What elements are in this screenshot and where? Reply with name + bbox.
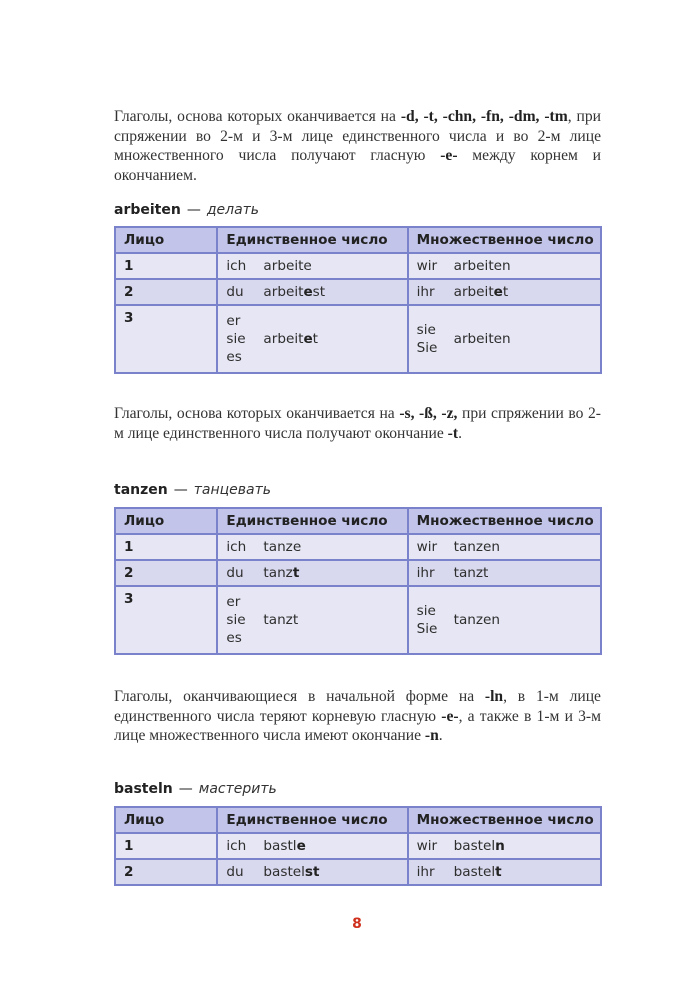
- singular-cell: [217, 833, 407, 859]
- text-run: t: [502, 284, 509, 300]
- pronoun: ich: [226, 539, 247, 555]
- text-run: Глаголы, основа которых оканчивается на: [114, 108, 401, 125]
- text-run: bastel: [453, 838, 496, 854]
- text-run: arbeit: [263, 331, 304, 347]
- verb-form: [454, 565, 489, 581]
- emphasis-text: -d, -t, -chn, -fn, -dm, -tm: [400, 108, 568, 125]
- plural-form-pair: [417, 863, 600, 881]
- table-row: [115, 833, 601, 859]
- text-run: tanzen: [453, 612, 501, 628]
- verb-form: [454, 331, 511, 347]
- emphasis-text: -t: [447, 424, 459, 442]
- plural-form-pair: [417, 283, 600, 301]
- dash: —: [173, 482, 188, 498]
- pronoun: wir: [416, 539, 438, 555]
- person-cell: 2: [115, 279, 217, 305]
- verb-form: [454, 864, 502, 880]
- singular-form-pair: [226, 257, 406, 275]
- verb-infinitive: tanzen: [114, 482, 168, 498]
- verb-form: [263, 612, 298, 628]
- pronoun: sie Sie: [416, 322, 438, 356]
- verb-translation: танцевать: [193, 482, 271, 498]
- plural-cell: [408, 279, 601, 305]
- text-run: tanz: [263, 565, 293, 581]
- pronoun: ihr: [416, 284, 435, 300]
- table-header: [115, 807, 601, 833]
- table-body: [115, 253, 601, 373]
- plural-cell: [408, 859, 601, 885]
- plural-cell: [408, 586, 601, 654]
- pronoun: er sie es: [226, 313, 246, 365]
- singular-cell: [217, 305, 407, 373]
- text-run: , в 1-м лице единственного числа теряют корневую гласную: [114, 688, 601, 725]
- rule-paragraph-2: [114, 404, 601, 443]
- pronoun: wir: [416, 258, 438, 274]
- text-run: tanzt: [263, 612, 299, 628]
- table-row: [115, 305, 601, 373]
- verb-form: [263, 838, 305, 854]
- pronoun: er sie es: [226, 594, 246, 646]
- text-run: arbeiten: [453, 331, 511, 347]
- verb-form: [454, 284, 509, 300]
- plural-cell: [408, 253, 601, 279]
- text-run: Глаголы, основа которых оканчивается на: [114, 405, 400, 422]
- plural-cell: [408, 534, 601, 560]
- emphasis-text: t: [292, 565, 300, 581]
- table-row: [115, 253, 601, 279]
- text-run: st: [312, 284, 326, 300]
- pronoun: ich: [226, 838, 247, 854]
- verb-heading-tanzen: [114, 482, 271, 498]
- conjugation-table-basteln: [114, 806, 602, 886]
- singular-form-pair: [226, 283, 406, 301]
- person-cell: 1: [115, 253, 217, 279]
- singular-cell: [217, 534, 407, 560]
- plural-form-pair: [417, 602, 600, 638]
- page-number: 8: [352, 916, 362, 932]
- header-singular: Единственное число: [217, 807, 407, 833]
- conjugation-table-arbeiten: [114, 226, 602, 374]
- singular-cell: [217, 253, 407, 279]
- header-singular: Единственное число: [217, 227, 407, 253]
- emphasis-text: n: [495, 838, 505, 854]
- text-run: arbeit: [453, 284, 494, 300]
- table-body: [115, 833, 601, 885]
- text-run: между корнем и окончанием.: [114, 147, 601, 184]
- text-run: t: [312, 331, 319, 347]
- verb-form: [454, 539, 500, 555]
- plural-form-pair: [417, 564, 600, 582]
- singular-form-pair: [226, 312, 406, 366]
- pronoun: ihr: [416, 864, 435, 880]
- verb-form: [263, 539, 301, 555]
- plural-cell: [408, 833, 601, 859]
- emphasis-text: e: [493, 284, 503, 300]
- verb-heading-basteln: [114, 781, 277, 797]
- emphasis-text: st: [304, 864, 320, 880]
- text-run: bastel: [453, 864, 496, 880]
- header-row: [115, 227, 601, 253]
- singular-cell: [217, 586, 407, 654]
- verb-translation: мастерить: [198, 781, 277, 797]
- header-person: Лицо: [115, 508, 217, 534]
- verb-translation: делать: [206, 202, 260, 218]
- verb-infinitive: arbeiten: [114, 202, 181, 218]
- table-header: [115, 508, 601, 534]
- pronoun: du: [226, 284, 244, 300]
- plural-cell: [408, 560, 601, 586]
- text-run: tanzen: [453, 539, 501, 555]
- person-cell: 3: [115, 586, 217, 654]
- table-row: [115, 534, 601, 560]
- singular-form-pair: [226, 564, 406, 582]
- person-cell: 1: [115, 534, 217, 560]
- text-run: tanzt: [453, 565, 489, 581]
- verb-form: [263, 864, 319, 880]
- text-run: , а также в 1-м и 3-м лице множественного числа имеют окончание: [114, 707, 601, 745]
- singular-form-pair: [226, 837, 406, 855]
- pronoun: ihr: [416, 565, 435, 581]
- pronoun: sie Sie: [416, 603, 438, 637]
- header-singular: Единственное число: [217, 508, 407, 534]
- pronoun: ich: [226, 258, 247, 274]
- dash: —: [186, 202, 201, 218]
- emphasis-text: -s, -ß, -z,: [399, 405, 458, 422]
- verb-heading-arbeiten: [114, 202, 259, 218]
- text-run: arbeite: [263, 258, 312, 274]
- verb-form: [263, 284, 325, 300]
- plural-form-pair: [417, 538, 600, 556]
- table-body: [115, 534, 601, 654]
- text-run: tanze: [263, 539, 302, 555]
- table-row: [115, 279, 601, 305]
- header-row: [115, 508, 601, 534]
- text-run: bastel: [263, 864, 305, 880]
- table-row: [115, 560, 601, 586]
- emphasis-text: -e-: [441, 707, 459, 725]
- person-cell: 3: [115, 305, 217, 373]
- text-run: Глаголы, оканчивающиеся в начальной форме на: [114, 688, 485, 705]
- header-person: Лицо: [115, 227, 217, 253]
- pronoun: du: [226, 864, 244, 880]
- dash: —: [178, 781, 193, 797]
- text-run: .: [438, 727, 443, 745]
- singular-form-pair: [226, 538, 406, 556]
- emphasis-text: -e-: [440, 147, 458, 165]
- singular-cell: [217, 859, 407, 885]
- text-run: arbeit: [263, 284, 304, 300]
- text-run: bastl: [263, 838, 297, 854]
- verb-form: [263, 565, 299, 581]
- emphasis-text: e: [303, 331, 313, 347]
- singular-form-pair: [226, 593, 406, 647]
- plural-form-pair: [417, 321, 600, 357]
- plural-cell: [408, 305, 601, 373]
- text-run: , при спряжении во 2-м и 3-м лице единственного числа и во 2-м лице множественного числа получают гласную: [114, 108, 601, 165]
- header-plural: Множественное число: [408, 508, 601, 534]
- table-row: [115, 586, 601, 654]
- rule-paragraph-3: [114, 687, 601, 746]
- emphasis-text: -n: [424, 727, 439, 745]
- pronoun: du: [226, 565, 244, 581]
- emphasis-text: -ln: [484, 688, 504, 705]
- emphasis-text: e: [303, 284, 313, 300]
- text-run: .: [458, 424, 462, 442]
- verb-form: [454, 612, 500, 628]
- emphasis-text: e: [296, 838, 306, 854]
- header-row: [115, 807, 601, 833]
- verb-form: [454, 258, 511, 274]
- verb-form: [263, 258, 311, 274]
- singular-cell: [217, 560, 407, 586]
- verb-form: [454, 838, 505, 854]
- header-person: Лицо: [115, 807, 217, 833]
- table-header: [115, 227, 601, 253]
- verb-form: [263, 331, 318, 347]
- person-cell: 2: [115, 859, 217, 885]
- header-plural: Множественное число: [408, 807, 601, 833]
- pronoun: wir: [416, 838, 438, 854]
- singular-form-pair: [226, 863, 406, 881]
- text-run: при спряжении во 2-м лице единственного числа получают окончание: [114, 405, 601, 442]
- singular-cell: [217, 279, 407, 305]
- plural-form-pair: [417, 257, 600, 275]
- plural-form-pair: [417, 837, 600, 855]
- person-cell: 2: [115, 560, 217, 586]
- verb-infinitive: basteln: [114, 781, 173, 797]
- emphasis-text: t: [495, 864, 502, 880]
- header-plural: Множественное число: [408, 227, 601, 253]
- person-cell: 1: [115, 833, 217, 859]
- table-row: [115, 859, 601, 885]
- rule-paragraph-1: [114, 107, 601, 185]
- text-run: arbeiten: [453, 258, 511, 274]
- conjugation-table-tanzen: [114, 507, 602, 655]
